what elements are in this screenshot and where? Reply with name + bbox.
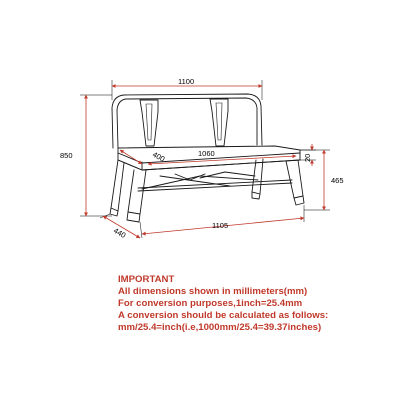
backrest-slat-right	[210, 99, 228, 146]
overall-height-label: 850	[60, 151, 73, 160]
notes-line: mm/25.4=inch(i.e,1000mm/25.4=39.37inches)	[118, 322, 322, 333]
seat-depth-label: 400	[151, 149, 167, 164]
notes-heading: IMPORTANT	[118, 274, 175, 285]
seat-height-label: 465	[331, 176, 344, 185]
leg-front-left	[128, 170, 146, 214]
leg-rear-right	[252, 159, 263, 194]
leg-front-right	[286, 160, 303, 198]
notes-line: For conversion purposes,1inch=25.4mm	[118, 298, 303, 309]
leg-rear-left	[111, 160, 124, 211]
backrest-frame	[112, 94, 262, 145]
dimension-labels	[60, 77, 344, 240]
overall-width-label: 1100	[178, 77, 195, 86]
bench-outline	[110, 94, 304, 222]
base-width-label: 1105	[212, 221, 229, 230]
seat-width-dimension-line	[148, 156, 296, 164]
seat-width-label: 1060	[198, 149, 215, 158]
notes-line: A conversion should be calculated as follows:	[118, 310, 329, 321]
base-depth-label: 440	[112, 225, 128, 240]
important-notes	[118, 274, 418, 334]
backrest-slat-left	[140, 100, 158, 146]
seat-thickness-label: 20	[303, 153, 312, 162]
notes-line: All dimensions shown in millimeters(mm)	[118, 286, 308, 297]
